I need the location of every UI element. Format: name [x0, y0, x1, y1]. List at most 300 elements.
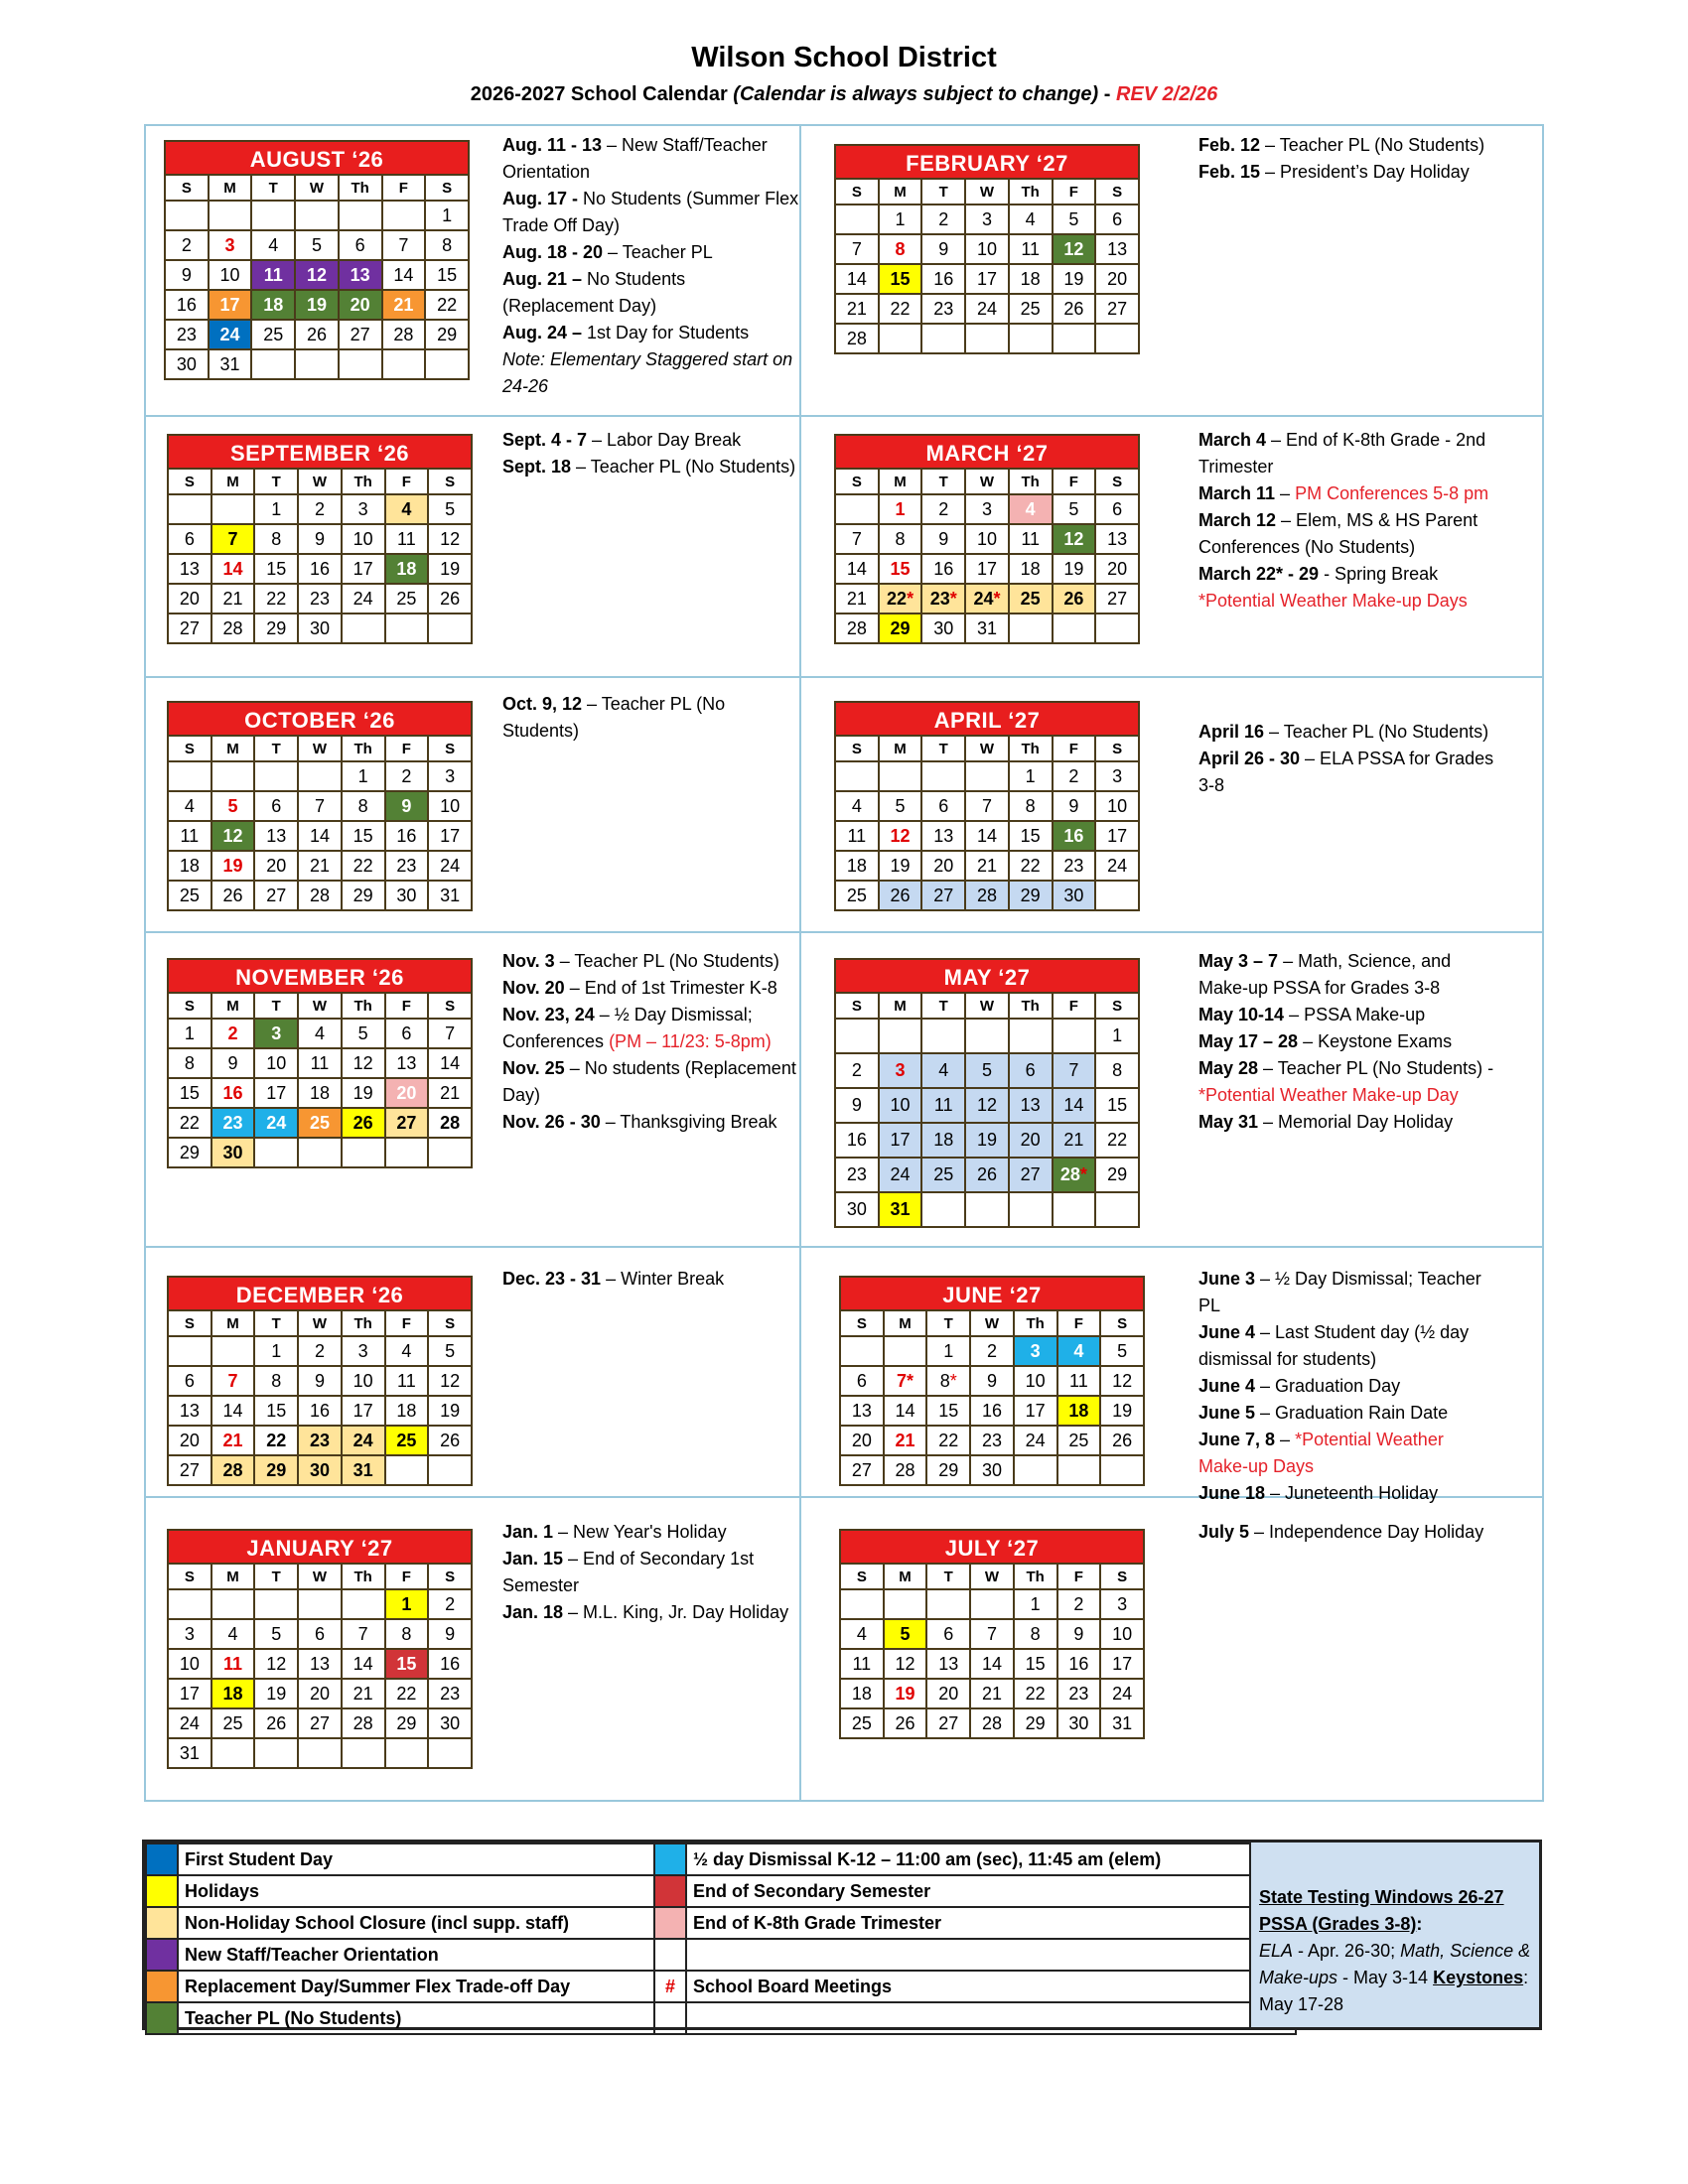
day-cell: 12: [211, 821, 255, 851]
day-cell: 12: [295, 260, 339, 290]
day-cell: [339, 201, 382, 230]
note-line: May 10-14 – PSSA Make-up: [1198, 1005, 1426, 1024]
weekday-header: F: [385, 993, 429, 1019]
weekday-header: Th: [1009, 993, 1053, 1019]
weekday-header: S: [428, 736, 472, 761]
day-cell: 24: [254, 1108, 298, 1138]
day-cell: 27: [339, 320, 382, 349]
notes-mar: [1198, 427, 1496, 614]
week-row: [168, 761, 472, 791]
subtitle-note: (Calendar is always subject to change): [733, 83, 1099, 105]
day-cell: [884, 1589, 927, 1619]
week-row: [168, 494, 472, 524]
month-table: [834, 468, 1140, 644]
day-cell: 21: [211, 1426, 255, 1455]
day-cell: 5: [428, 494, 472, 524]
day-cell: [295, 201, 339, 230]
week-row: [835, 554, 1139, 584]
day-cell: 10: [342, 524, 385, 554]
weekday-header: S: [840, 1564, 884, 1589]
weekday-header: T: [926, 1564, 970, 1589]
day-cell: 25: [1009, 584, 1053, 614]
day-cell: 14: [382, 260, 426, 290]
day-cell: 4: [1009, 205, 1053, 234]
weekday-header: S: [428, 1310, 472, 1336]
weekday-header: W: [965, 469, 1009, 494]
legend-row: [146, 1939, 1296, 1971]
weekday-header: S: [1095, 736, 1139, 761]
weekday-header: M: [211, 1564, 255, 1589]
day-cell: 11: [1009, 524, 1053, 554]
day-cell: 10: [965, 524, 1009, 554]
day-cell: 4: [211, 1619, 255, 1649]
week-row: [165, 230, 469, 260]
day-cell: 12: [879, 821, 922, 851]
day-cell: 26: [1100, 1426, 1144, 1455]
day-cell: [879, 761, 922, 791]
day-cell: [1009, 1019, 1053, 1053]
day-cell: 15: [926, 1396, 970, 1426]
weekday-header: T: [254, 469, 298, 494]
week-row: [835, 494, 1139, 524]
day-cell: [342, 1738, 385, 1768]
notes-jul: [1198, 1519, 1496, 1546]
day-cell: 27: [298, 1708, 342, 1738]
day-cell: [1014, 1455, 1057, 1485]
day-cell: 28: [428, 1108, 472, 1138]
day-cell: [1057, 1455, 1101, 1485]
day-cell: 17: [168, 1679, 211, 1708]
week-row: [840, 1455, 1144, 1485]
day-cell: 27: [921, 881, 965, 910]
legend-label: New Staff/Teacher Orientation: [178, 1939, 654, 1971]
note-line: Jan. 18 – M.L. King, Jr. Day Holiday: [502, 1602, 789, 1622]
day-cell: [840, 1589, 884, 1619]
day-cell: 25: [211, 1708, 255, 1738]
day-cell: [342, 1138, 385, 1167]
month-header: FEBRUARY ‘27: [834, 144, 1140, 178]
day-cell: 30: [835, 1192, 879, 1227]
week-row: [168, 524, 472, 554]
day-cell: 3: [1100, 1589, 1144, 1619]
note-line: March 22* - 29 - Spring Break: [1198, 564, 1439, 584]
week-row: [168, 1455, 472, 1485]
weekday-header: Th: [342, 469, 385, 494]
day-cell: 23: [165, 320, 209, 349]
day-cell: 8: [254, 1366, 298, 1396]
week-row: [168, 1649, 472, 1679]
weekday-header: S: [1095, 179, 1139, 205]
note-line: Nov. 3 – Teacher PL (No Students): [502, 951, 779, 971]
day-cell: 29: [254, 1455, 298, 1485]
day-cell: 17: [254, 1078, 298, 1108]
day-cell: 2: [165, 230, 209, 260]
day-cell: 19: [211, 851, 255, 881]
day-cell: [342, 1589, 385, 1619]
note-line: April 16 – Teacher PL (No Students): [1198, 722, 1489, 742]
weather-makeup-star: *: [949, 588, 957, 609]
month-header: JUNE ‘27: [839, 1276, 1145, 1309]
day-cell: 23: [921, 294, 965, 324]
day-cell: 11: [168, 821, 211, 851]
day-cell: 10: [209, 260, 252, 290]
month-table: [834, 992, 1140, 1228]
weekday-header: Th: [342, 1564, 385, 1589]
day-cell: 10: [1100, 1619, 1144, 1649]
day-cell: 31: [965, 614, 1009, 643]
note-line: Feb. 15 – President’s Day Holiday: [1198, 162, 1470, 182]
week-row: [168, 1426, 472, 1455]
day-cell: 26: [342, 1108, 385, 1138]
day-cell: 26: [884, 1708, 927, 1738]
day-cell: 23: [835, 1158, 879, 1192]
note-line: July 5 – Independence Day Holiday: [1198, 1522, 1484, 1542]
day-cell: 12: [254, 1649, 298, 1679]
day-cell: 18: [211, 1679, 255, 1708]
day-cell: 25: [385, 584, 429, 614]
day-cell: 9: [385, 791, 429, 821]
day-cell: 24: [1014, 1426, 1057, 1455]
day-cell: 22: [425, 290, 469, 320]
day-cell: 7: [835, 234, 879, 264]
day-cell: 22: [385, 1679, 429, 1708]
day-cell: 26: [879, 881, 922, 910]
weekday-header: W: [965, 179, 1009, 205]
week-row: [168, 821, 472, 851]
state-testing-details: ELA - Apr. 26-30; Math, Science & Make-ups - May 3-14 Keystones: May 17-28: [1259, 1941, 1531, 2014]
day-cell: 27: [840, 1455, 884, 1485]
day-cell: [1009, 324, 1053, 353]
day-cell: 17: [965, 554, 1009, 584]
day-cell: [298, 1138, 342, 1167]
day-cell: 20: [1095, 554, 1139, 584]
day-cell: 29: [168, 1138, 211, 1167]
day-cell: 19: [295, 290, 339, 320]
calendar-mar: [834, 434, 1140, 644]
weekday-header: S: [428, 469, 472, 494]
day-cell: 31: [879, 1192, 922, 1227]
day-cell: 13: [921, 821, 965, 851]
legend-label: Teacher PL (No Students): [178, 2002, 654, 2034]
day-cell: 3: [1095, 761, 1139, 791]
week-row: [168, 584, 472, 614]
day-cell: [385, 614, 429, 643]
day-cell: 13: [1095, 234, 1139, 264]
day-cell: 31: [342, 1455, 385, 1485]
weekday-header: T: [251, 175, 295, 201]
page-subtitle: [0, 83, 1688, 106]
day-cell: [168, 1336, 211, 1366]
day-cell: [428, 614, 472, 643]
month-table: [839, 1309, 1145, 1486]
day-cell: [342, 614, 385, 643]
weekday-header: S: [168, 736, 211, 761]
day-cell: 10: [342, 1366, 385, 1396]
day-cell: 16: [211, 1078, 255, 1108]
day-cell: 6: [1095, 494, 1139, 524]
day-cell: 22: [879, 294, 922, 324]
day-cell: 13: [926, 1649, 970, 1679]
day-cell: 8: [168, 1048, 211, 1078]
day-cell: 6: [339, 230, 382, 260]
day-cell: 18: [385, 1396, 429, 1426]
legend-label: Non-Holiday School Closure (incl supp. staff): [178, 1907, 654, 1939]
week-row: [835, 791, 1139, 821]
day-cell: 30: [298, 614, 342, 643]
week-row: [835, 1019, 1139, 1053]
day-cell: 21: [1053, 1123, 1096, 1158]
revision-label: REV 2/2/26: [1115, 83, 1218, 105]
grid-divider-row-4: [144, 1246, 1544, 1248]
day-cell: 26: [1053, 584, 1096, 614]
week-row: [835, 614, 1139, 643]
note-line: *Potential Weather Make-up Day: [1198, 1085, 1459, 1105]
legend-swatch: [146, 1907, 178, 1939]
week-row: [168, 1708, 472, 1738]
day-cell: 4: [1057, 1336, 1101, 1366]
day-cell: 2: [970, 1336, 1014, 1366]
day-cell: 16: [428, 1649, 472, 1679]
note-line: May 17 – 28 – Keystone Exams: [1198, 1031, 1453, 1051]
day-cell: 16: [921, 264, 965, 294]
weekday-header: S: [165, 175, 209, 201]
day-cell: [385, 1738, 429, 1768]
week-row: [168, 1589, 472, 1619]
weekday-header: S: [1100, 1310, 1144, 1336]
weekday-header: W: [965, 736, 1009, 761]
day-cell: 18: [1009, 554, 1053, 584]
note-line: May 31 – Memorial Day Holiday: [1198, 1112, 1454, 1132]
day-cell: 17: [965, 264, 1009, 294]
day-cell: 10: [254, 1048, 298, 1078]
day-cell: 9: [298, 1366, 342, 1396]
day-cell: 23: [211, 1108, 255, 1138]
day-cell: 18: [168, 851, 211, 881]
weekday-header: M: [879, 993, 922, 1019]
weekday-header: S: [835, 179, 879, 205]
day-cell: [835, 205, 879, 234]
day-cell: 23: [1053, 851, 1096, 881]
weekday-header: F: [1057, 1310, 1101, 1336]
note-line: June 4 – Graduation Day: [1198, 1376, 1401, 1396]
day-cell: [339, 349, 382, 379]
day-cell: 25: [921, 1158, 965, 1192]
day-cell: 21: [835, 584, 879, 614]
calendar-nov: [167, 958, 473, 1168]
day-cell: 9: [921, 524, 965, 554]
day-cell: 5: [295, 230, 339, 260]
day-cell: 10: [168, 1649, 211, 1679]
day-cell: 20: [921, 851, 965, 881]
weekday-header: W: [298, 993, 342, 1019]
day-cell: 11: [385, 524, 429, 554]
day-cell: 4: [835, 791, 879, 821]
week-row: [165, 320, 469, 349]
weekday-header: W: [965, 993, 1009, 1019]
day-cell: 20: [254, 851, 298, 881]
subtitle-main: 2026-2027 School Calendar: [470, 83, 734, 105]
weekday-header: F: [1053, 736, 1096, 761]
legend-label: First Student Day: [178, 1843, 654, 1875]
day-cell: 14: [428, 1048, 472, 1078]
week-row: [835, 294, 1139, 324]
day-cell: 9: [1053, 791, 1096, 821]
day-cell: 7: [342, 1619, 385, 1649]
month-table: [167, 468, 473, 644]
day-cell: 25: [385, 1426, 429, 1455]
day-cell: [921, 324, 965, 353]
notes-dec: [502, 1266, 800, 1293]
day-cell: 12: [1053, 234, 1096, 264]
day-cell: 26: [965, 1158, 1009, 1192]
day-cell: 7: [428, 1019, 472, 1048]
day-cell: 27: [385, 1108, 429, 1138]
legend-row: [146, 1971, 1296, 2002]
weekday-header: F: [385, 469, 429, 494]
day-cell: 10: [1014, 1366, 1057, 1396]
day-cell: [921, 1019, 965, 1053]
day-cell: 28: [835, 324, 879, 353]
day-cell: 11: [211, 1649, 255, 1679]
day-cell: 30: [1057, 1708, 1101, 1738]
day-cell: 14: [1053, 1088, 1096, 1123]
day-cell: 7: [211, 524, 255, 554]
day-cell: 3: [342, 1336, 385, 1366]
day-cell: [835, 1019, 879, 1053]
week-row: [168, 614, 472, 643]
day-cell: 1: [1014, 1589, 1057, 1619]
day-cell: [1053, 324, 1096, 353]
day-cell: [428, 1138, 472, 1167]
weekday-header: S: [425, 175, 469, 201]
day-cell: 28: [211, 614, 255, 643]
weekday-header: Th: [1009, 469, 1053, 494]
weekday-header: M: [211, 469, 255, 494]
weekday-header: W: [298, 1564, 342, 1589]
day-cell: 16: [165, 290, 209, 320]
day-cell: 6: [298, 1619, 342, 1649]
week-row: [840, 1366, 1144, 1396]
day-cell: 9: [835, 1088, 879, 1123]
month-table: [834, 178, 1140, 354]
day-cell: 4: [385, 1336, 429, 1366]
weekday-header: T: [254, 1310, 298, 1336]
day-cell: 1: [254, 494, 298, 524]
calendar-may: [834, 958, 1140, 1228]
subtitle-separator: -: [1098, 83, 1116, 105]
legend-row: [146, 2002, 1296, 2034]
day-cell: 2: [298, 494, 342, 524]
legend-swatch: [654, 1907, 686, 1939]
day-cell: 10: [879, 1088, 922, 1123]
weather-makeup-star: *: [1079, 1164, 1087, 1184]
week-row: [835, 1192, 1139, 1227]
day-cell: 26: [428, 584, 472, 614]
day-cell: [254, 1138, 298, 1167]
day-cell: 13: [840, 1396, 884, 1426]
day-cell: 9: [211, 1048, 255, 1078]
day-cell: 22: [926, 1426, 970, 1455]
calendar-jun: [839, 1276, 1145, 1486]
note-line: June 3 – ½ Day Dismissal; Teacher PL: [1198, 1269, 1481, 1315]
month-header: AUGUST ‘26: [164, 140, 470, 174]
weather-makeup-star: *: [907, 588, 914, 609]
note-line: Aug. 18 - 20 – Teacher PL: [502, 242, 713, 262]
day-cell: 8: [1009, 791, 1053, 821]
day-cell: 28: [382, 320, 426, 349]
calendar-jan: [167, 1529, 473, 1769]
day-cell: 20: [168, 1426, 211, 1455]
day-cell: 7: [1053, 1053, 1096, 1088]
day-cell: 23: [298, 1426, 342, 1455]
weekday-header: Th: [1009, 736, 1053, 761]
day-cell: 3: [254, 1019, 298, 1048]
day-cell: 11: [921, 1088, 965, 1123]
legend-label: ½ day Dismissal K-12 – 11:00 am (sec), 11:45 am (elem): [686, 1843, 1296, 1875]
day-cell: [168, 761, 211, 791]
day-cell: [165, 201, 209, 230]
day-cell: 13: [254, 821, 298, 851]
weekday-header: F: [1053, 469, 1096, 494]
day-cell: 5: [428, 1336, 472, 1366]
day-cell: 20: [385, 1078, 429, 1108]
day-cell: [298, 1589, 342, 1619]
month-table: [164, 174, 470, 380]
day-cell: 23: [1057, 1679, 1101, 1708]
day-cell: 18: [298, 1078, 342, 1108]
day-cell: 24: [342, 584, 385, 614]
notes-jun: [1198, 1266, 1496, 1507]
day-cell: [965, 761, 1009, 791]
weekday-header: S: [1095, 993, 1139, 1019]
day-cell: 14: [835, 554, 879, 584]
day-cell: 26: [428, 1426, 472, 1455]
weather-makeup-star: *: [949, 1370, 957, 1391]
day-cell: 2: [428, 1589, 472, 1619]
day-cell: [211, 761, 255, 791]
week-row: [840, 1619, 1144, 1649]
day-cell: 1: [385, 1589, 429, 1619]
day-cell: 28: [965, 881, 1009, 910]
day-cell: 7: [382, 230, 426, 260]
week-row: [835, 584, 1139, 614]
day-cell: [1053, 1192, 1096, 1227]
month-header: JULY ‘27: [839, 1529, 1145, 1563]
day-cell: 12: [428, 524, 472, 554]
note-line: June 5 – Graduation Rain Date: [1198, 1403, 1449, 1423]
day-cell: 25: [251, 320, 295, 349]
week-row: [840, 1589, 1144, 1619]
day-cell: 1: [1095, 1019, 1139, 1053]
weekday-header: F: [385, 1310, 429, 1336]
day-cell: 3: [1014, 1336, 1057, 1366]
week-row: [168, 1108, 472, 1138]
weekday-header: T: [921, 469, 965, 494]
day-cell: 4: [168, 791, 211, 821]
weekday-header: F: [385, 736, 429, 761]
weekday-header: W: [970, 1564, 1014, 1589]
month-header: APRIL ‘27: [834, 701, 1140, 735]
day-cell: 3: [168, 1619, 211, 1649]
week-row: [168, 851, 472, 881]
month-table: [167, 992, 473, 1168]
week-row: [840, 1708, 1144, 1738]
week-row: [835, 881, 1139, 910]
day-cell: 7: [965, 791, 1009, 821]
day-cell: 19: [879, 851, 922, 881]
day-cell: 14: [835, 264, 879, 294]
day-cell: 15: [879, 554, 922, 584]
